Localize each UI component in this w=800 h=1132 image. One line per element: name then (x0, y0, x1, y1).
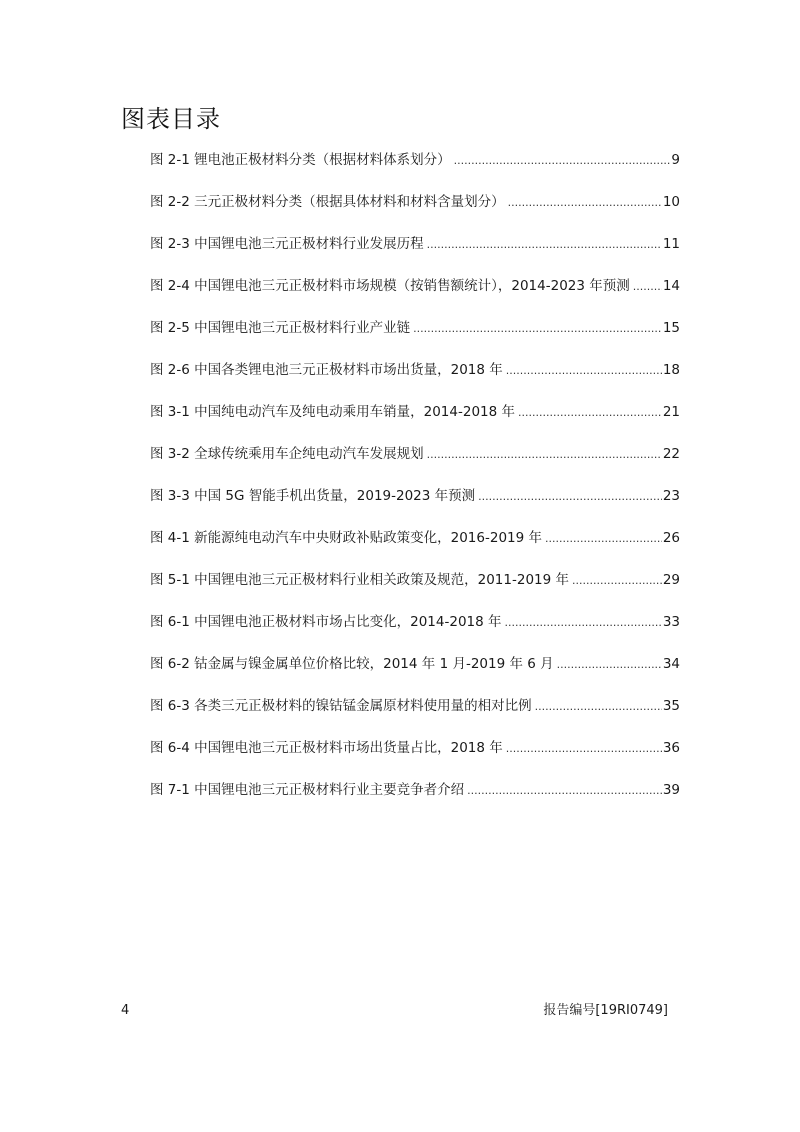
toc-entry-page: 39 (662, 782, 680, 798)
toc-entry-page: 23 (662, 488, 680, 504)
toc-entry[interactable] (150, 569, 680, 611)
toc-entry-page: 22 (662, 446, 680, 462)
toc-leader-dots (505, 612, 662, 634)
toc-entry[interactable] (150, 149, 680, 191)
toc-entry-label: 图 2-4 中国锂电池三元正极材料市场规模（按销售额统计），2014-2023 年预测 (150, 278, 630, 294)
toc-entry-label: 图 3-3 中国 5G 智能手机出货量，2019-2023 年预测 (150, 488, 476, 504)
toc-entry-label: 图 2-5 中国锂电池三元正极材料行业产业链 (150, 320, 411, 336)
toc-entry-page: 35 (662, 698, 680, 714)
footer-page-number: 4 (121, 1003, 130, 1018)
toc-entry-page: 11 (662, 236, 680, 252)
toc-entry[interactable] (150, 359, 680, 401)
toc-entry[interactable] (150, 233, 680, 275)
toc-leader-dots (633, 276, 662, 298)
toc-leader-dots (413, 318, 662, 340)
toc-entry[interactable] (150, 317, 680, 359)
toc-leader-dots (545, 528, 662, 550)
toc-entry[interactable] (150, 527, 680, 569)
toc-entry-page: 21 (662, 404, 680, 420)
toc-entry-label: 图 6-3 各类三元正极材料的镍钴锰金属原材料使用量的相对比例 (150, 698, 532, 714)
toc-entry-page: 9 (671, 152, 680, 168)
toc-entry-page: 34 (662, 656, 680, 672)
table-of-figures (150, 149, 680, 821)
page-title: 图表目录 (121, 105, 221, 133)
toc-entry-page: 33 (662, 614, 680, 630)
toc-leader-dots (518, 402, 662, 424)
toc-entry[interactable] (150, 779, 680, 821)
toc-entry-label: 图 2-1 锂电池正极材料分类（根据材料体系划分） (150, 152, 451, 168)
toc-leader-dots (506, 360, 662, 382)
toc-leader-dots (427, 444, 662, 466)
toc-entry-label: 图 6-4 中国锂电池三元正极材料市场出货量占比，2018 年 (150, 740, 503, 756)
toc-entry-label: 图 7-1 中国锂电池三元正极材料行业主要竞争者介绍 (150, 782, 465, 798)
toc-leader-dots (508, 192, 662, 214)
toc-leader-dots (427, 234, 662, 256)
toc-entry-page: 15 (662, 320, 680, 336)
toc-entry[interactable] (150, 485, 680, 527)
toc-entry-page: 10 (662, 194, 680, 210)
toc-entry-label: 图 6-2 钴金属与镍金属单位价格比较，2014 年 1 月-2019 年 6 月 (150, 656, 554, 672)
toc-entry[interactable] (150, 443, 680, 485)
toc-entry-label: 图 2-3 中国锂电池三元正极材料行业发展历程 (150, 236, 424, 252)
toc-entry-label: 图 6-1 中国锂电池正极材料市场占比变化，2014-2018 年 (150, 614, 502, 630)
toc-entry-label: 图 5-1 中国锂电池三元正极材料行业相关政策及规范，2011-2019 年 (150, 572, 570, 588)
toc-entry[interactable] (150, 653, 680, 695)
footer-report-id: 报告编号[19RI0749] (543, 1003, 668, 1018)
toc-leader-dots (557, 654, 662, 676)
toc-entry-page: 36 (662, 740, 680, 756)
toc-entry[interactable] (150, 275, 680, 317)
toc-entry-page: 18 (662, 362, 680, 378)
toc-entry-page: 14 (662, 278, 680, 294)
toc-entry-label: 图 2-2 三元正极材料分类（根据具体材料和材料含量划分） (150, 194, 505, 210)
toc-entry[interactable] (150, 191, 680, 233)
toc-entry-page: 26 (662, 530, 680, 546)
toc-entry[interactable] (150, 737, 680, 779)
toc-entry-label: 图 3-1 中国纯电动汽车及纯电动乘用车销量，2014-2018 年 (150, 404, 516, 420)
toc-entry[interactable] (150, 611, 680, 653)
toc-entry-label: 图 4-1 新能源纯电动汽车中央财政补贴政策变化，2016-2019 年 (150, 530, 543, 546)
toc-leader-dots (478, 486, 662, 508)
toc-entry-label: 图 2-6 中国各类锂电池三元正极材料市场出货量，2018 年 (150, 362, 503, 378)
toc-leader-dots (454, 150, 671, 172)
toc-leader-dots (506, 738, 662, 760)
toc-leader-dots (535, 696, 662, 718)
toc-entry-label: 图 3-2 全球传统乘用车企纯电动汽车发展规划 (150, 446, 424, 462)
toc-entry[interactable] (150, 401, 680, 443)
toc-entry[interactable] (150, 695, 680, 737)
toc-leader-dots (572, 570, 662, 592)
toc-leader-dots (467, 780, 662, 802)
toc-entry-page: 29 (662, 572, 680, 588)
